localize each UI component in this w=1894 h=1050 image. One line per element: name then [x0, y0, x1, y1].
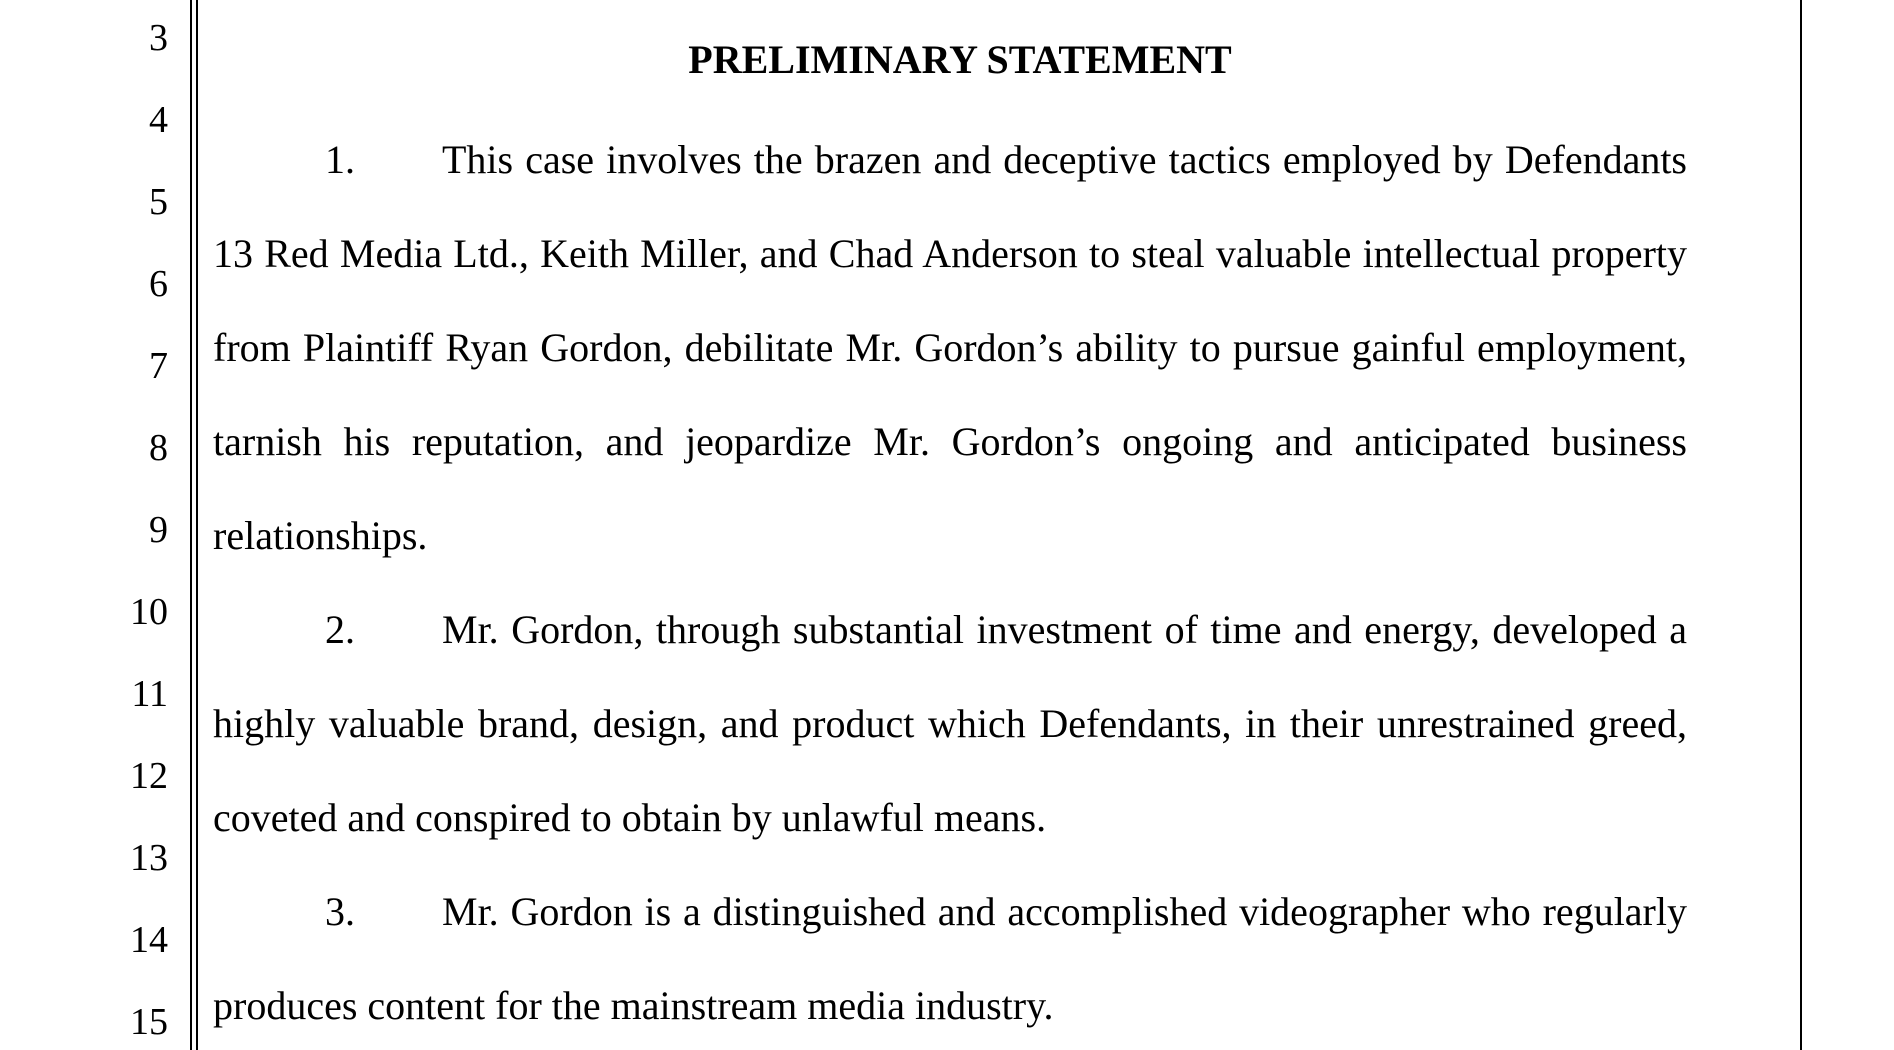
- paragraph-number: 2.: [325, 607, 355, 652]
- paragraph-number: 1.: [325, 137, 355, 182]
- left-margin-rule-outer: [190, 0, 192, 1050]
- section-heading: PRELIMINARY STATEMENT: [688, 37, 1232, 82]
- line-number: 9: [149, 509, 168, 551]
- paragraph-number: 3.: [325, 889, 355, 934]
- line-number: 10: [130, 591, 168, 633]
- paragraph-line: coveted and conspired to obtain by unlawful means.: [213, 795, 1047, 840]
- paragraph-line: produces content for the mainstream media industry.: [213, 983, 1054, 1028]
- line-number: 12: [130, 755, 168, 797]
- paragraph-line: highly valuable brand, design, and product which Defendants, in their unrestrained greed,: [213, 701, 1687, 746]
- right-margin-rule: [1800, 0, 1802, 1050]
- line-number: 4: [149, 99, 168, 141]
- paragraph-line: 13 Red Media Ltd., Keith Miller, and Chad Anderson to steal valuable intellectual property: [213, 231, 1687, 276]
- paragraph-line: This case involves the brazen and deceptive tactics employed by Defendants: [442, 137, 1687, 182]
- paragraph-line: tarnish his reputation, and jeopardize Mr. Gordon’s ongoing and anticipated business: [213, 419, 1687, 464]
- paragraph-line: from Plaintiff Ryan Gordon, debilitate Mr. Gordon’s ability to pursue gainful employment,: [213, 325, 1687, 370]
- line-number: 6: [149, 263, 168, 305]
- line-number: 7: [149, 345, 168, 387]
- line-number: 5: [149, 181, 168, 223]
- left-margin-rule-inner: [196, 0, 198, 1050]
- line-number: 3: [149, 17, 168, 59]
- paragraph-line: Mr. Gordon, through substantial investment of time and energy, developed a: [442, 607, 1687, 652]
- line-number: 13: [130, 837, 168, 879]
- paragraph-line: relationships.: [213, 513, 428, 558]
- line-number: 15: [130, 1001, 168, 1043]
- paragraph-line: Mr. Gordon is a distinguished and accomplished videographer who regularly: [442, 889, 1687, 934]
- line-number: 14: [130, 919, 168, 961]
- line-number: 11: [131, 673, 168, 715]
- line-number: 8: [149, 427, 168, 469]
